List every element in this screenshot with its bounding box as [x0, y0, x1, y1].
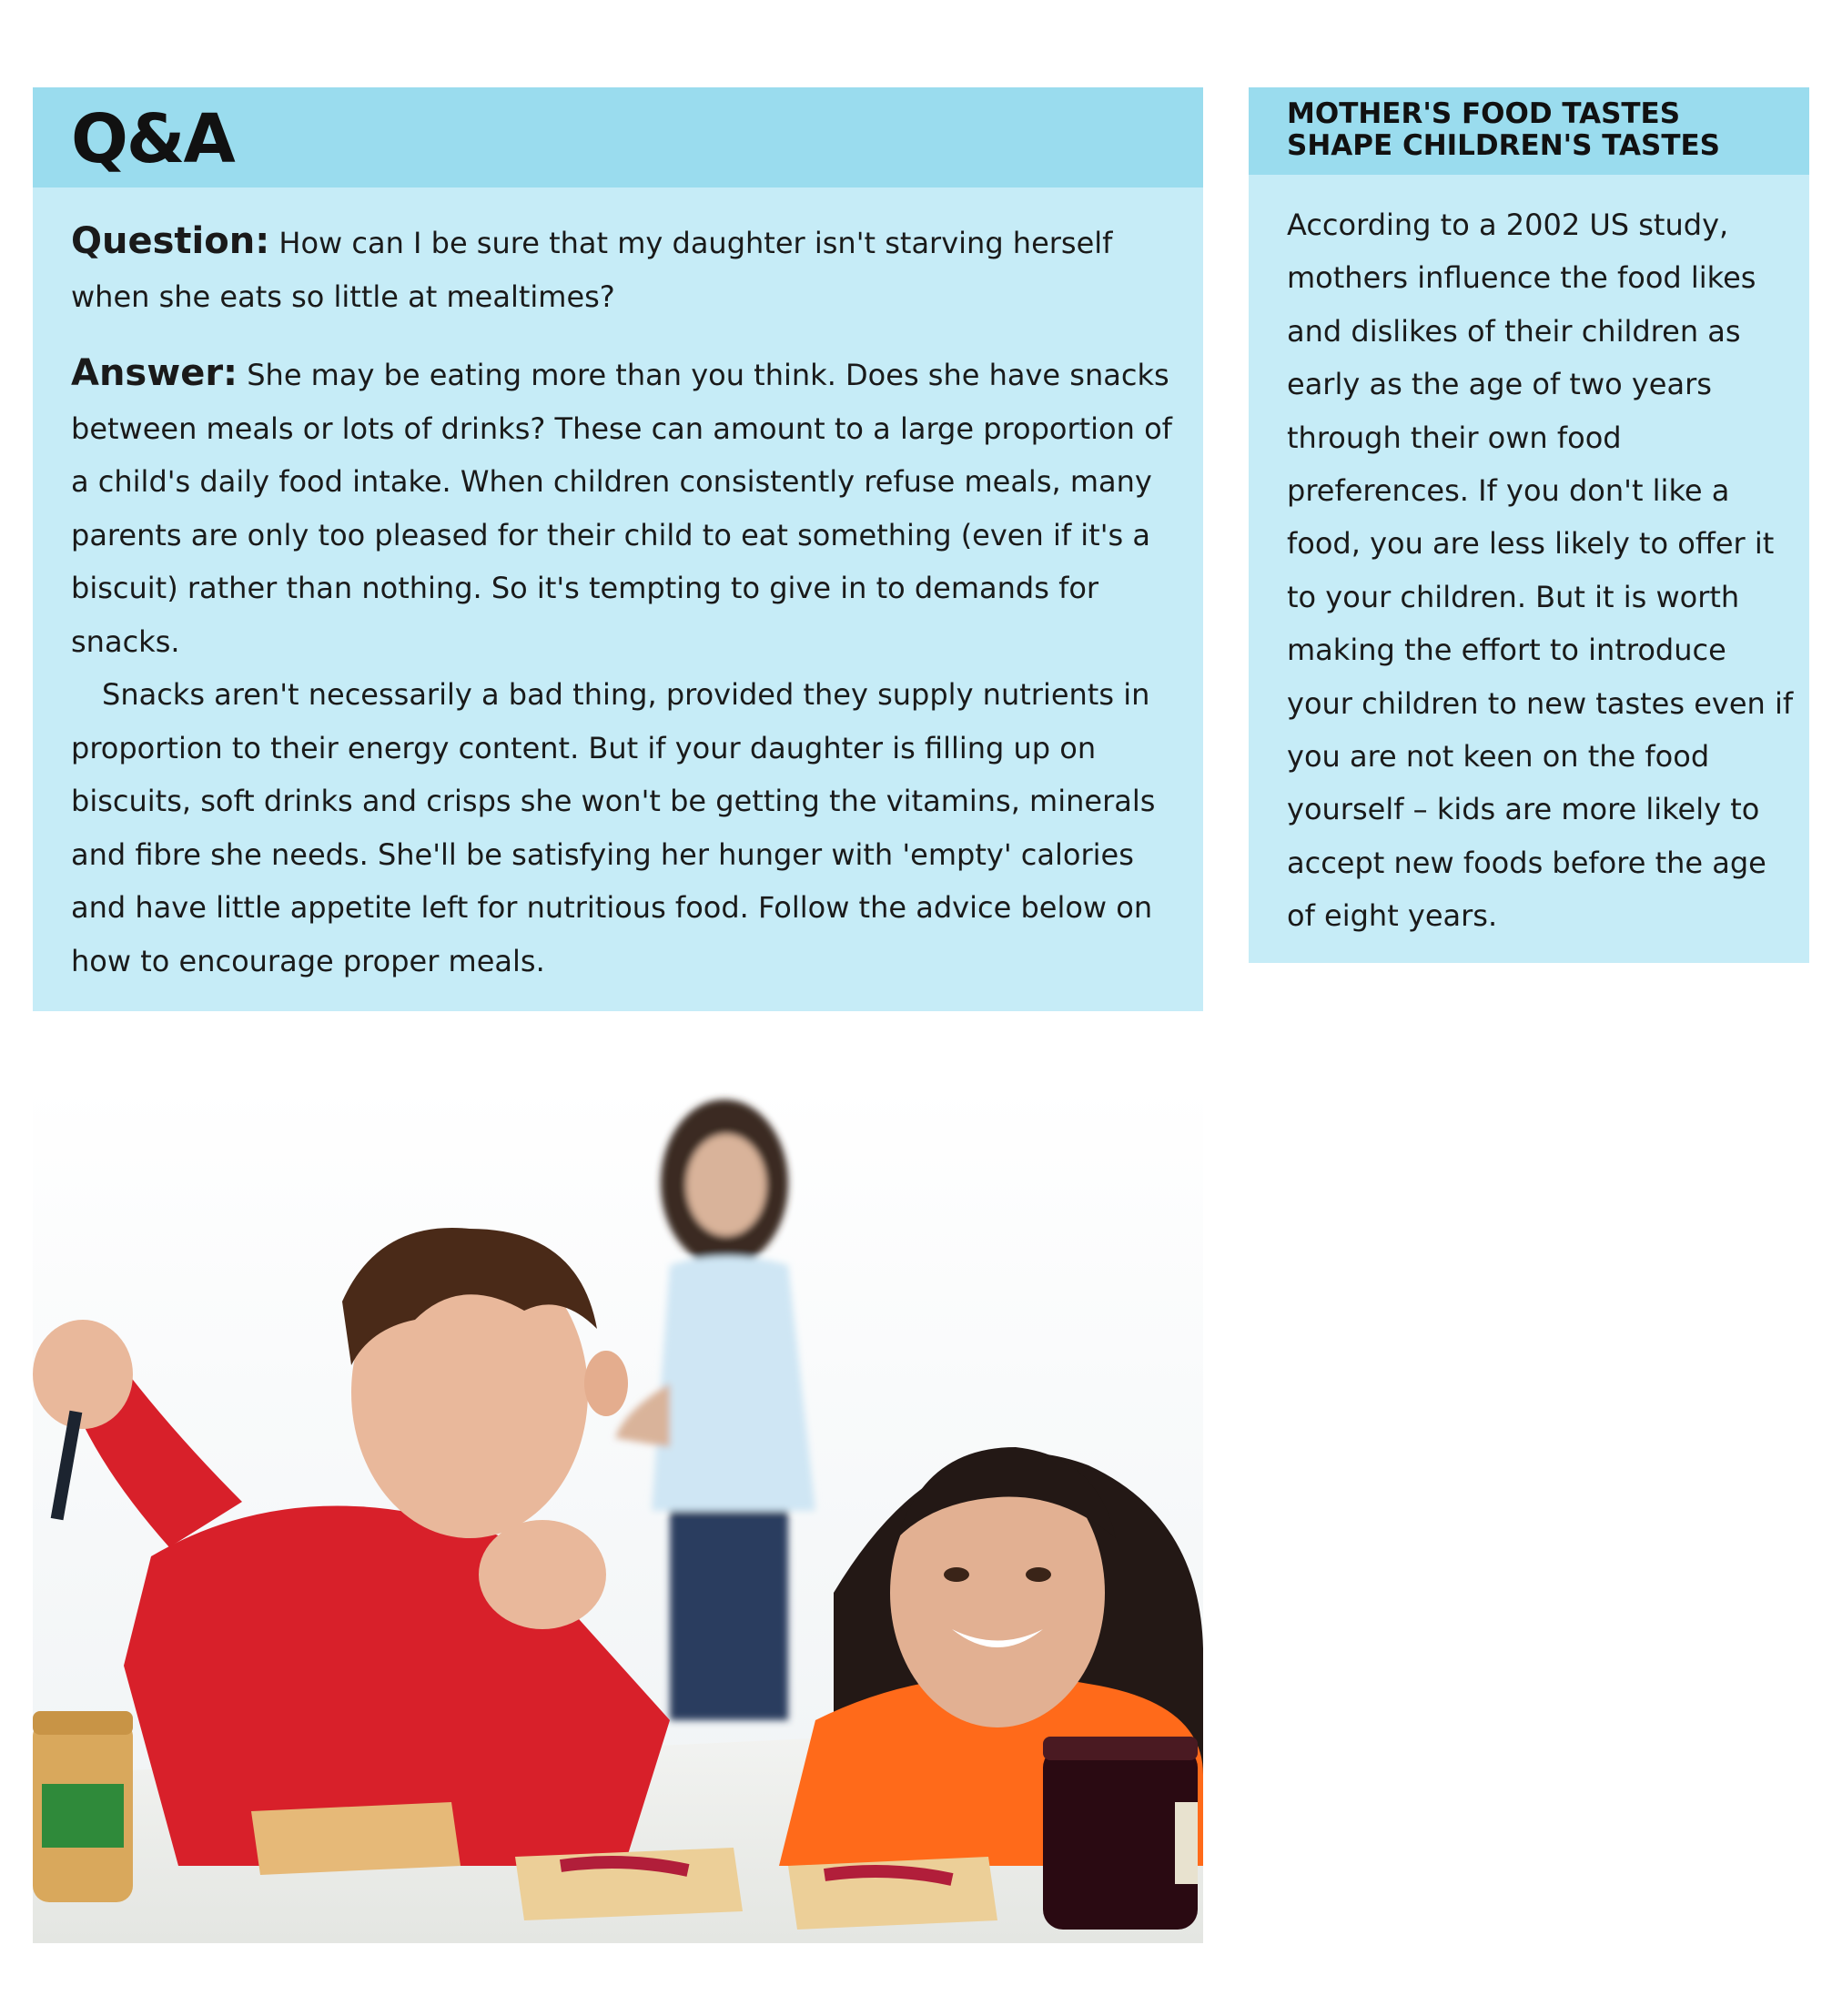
question-paragraph	[71, 215, 1190, 323]
answer-label: Answer:	[71, 352, 238, 394]
answer-text: She may be eating more than you think. Does she have snacks between meals or lots of drinks? These can amount to a large proportion of a child's daily food intake. When children consistently refuse meals, many parents are only too pleased for their child to eat something (even if it's a biscuit) rather than nothing. So it's tempting to give in to demands for snacks.	[71, 358, 1172, 659]
jam-jar	[1043, 1737, 1198, 1930]
sidebar-panel	[1249, 87, 1809, 963]
qa-body	[71, 215, 1190, 988]
sidebar-header-band	[1249, 87, 1809, 175]
photo-illustration	[33, 1083, 1203, 1943]
answer-paragraph	[71, 347, 1190, 668]
question-text: How can I be sure that my daughter isn't starving herself when she eats so little at mealtimes?	[71, 226, 1113, 314]
qa-panel	[33, 87, 1203, 1011]
answer-paragraph-2: Snacks aren't necessarily a bad thing, provided they supply nutrients in proportion to their energy content. But if your daughter is filling up on biscuits, soft drinks and crisps she won't be getting the vitamins, minerals and fibre she needs. She'll be satisfying her hunger with 'empty' calories and have little appetite left for nutritious food. Follow the advice below on how to encourage proper meals.	[71, 677, 1156, 978]
qa-title: Q&A	[71, 100, 234, 178]
question-label: Question:	[71, 220, 270, 262]
qa-header-band	[33, 87, 1203, 187]
sidebar-title-line-1: MOTHER'S FOOD TASTES	[1287, 97, 1681, 130]
sidebar-title-line-2: SHAPE CHILDREN'S TASTES	[1287, 129, 1720, 162]
children-eating-photo	[33, 1083, 1203, 1943]
sidebar-text: According to a 2002 US study, mothers influence the food likes and dislikes of their children as early as the age of two years through their own food preferences. If you don't like a food, you are less likely to offer it to your children. But it is worth making the effort to introduce your children to new tastes even if you are not keen on the food yourself – kids are more likely to accept new foods before the age of eight years.	[1287, 208, 1794, 934]
peanut-butter-jar	[33, 1711, 133, 1902]
sidebar-title	[1287, 98, 1797, 162]
